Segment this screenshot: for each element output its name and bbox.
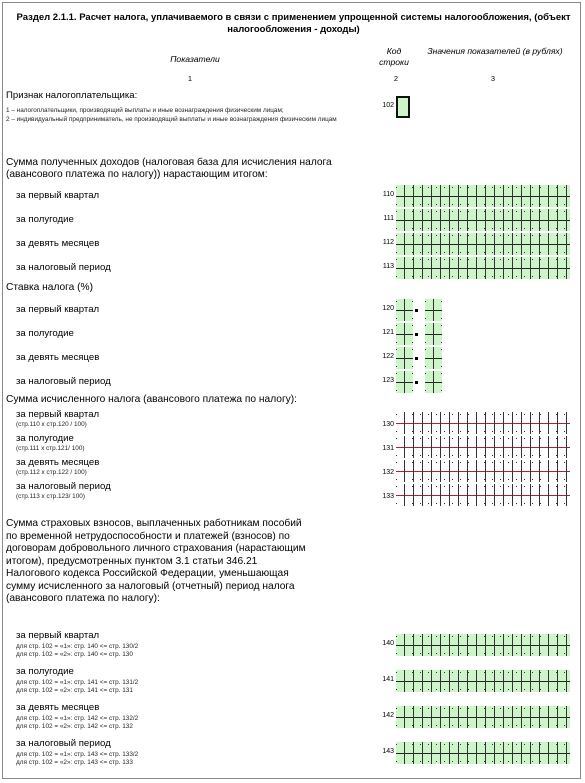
line-code: 141 [382,676,394,683]
col-header-code: Код строки [379,46,409,67]
calculated-value-field [396,484,570,506]
decimal-point [415,309,418,312]
rate-integer-input[interactable] [396,371,413,393]
income-row-label: за полугодие [16,214,74,225]
line-code: 131 [382,445,394,452]
income-row-label: за первый квартал [16,190,100,201]
rate-fraction-input[interactable] [425,347,442,369]
calculated-row-formula: (стр.113 х стр.123/ 100) [16,493,85,500]
line-code: 122 [382,353,394,360]
insurance-row-formula-1: для стр. 102 = «1»: стр. 143 <= стр. 133/2 [16,751,139,758]
line-code: 140 [382,640,394,647]
line-code: 143 [382,748,394,755]
insurance-value-input[interactable] [396,670,570,692]
rate-integer-input[interactable] [396,323,413,345]
col-header-indicators: Показатели [170,54,220,64]
calculated-row-label: за полугодие [16,433,74,444]
calculated-row-label: за девять месяцев [16,457,100,468]
income-value-input[interactable] [396,233,570,255]
decimal-point [415,381,418,384]
income-value-input[interactable] [396,257,570,279]
line-code: 133 [382,493,394,500]
col-number-3: 3 [490,74,496,83]
insurance-row-formula-2: для стр. 102 = «2»: стр. 142 <= стр. 132 [16,723,133,730]
calculated-row-label: за налоговый период [16,481,111,492]
rate-section-label: Ставка налога (%) [6,282,94,293]
line-code: 123 [382,377,394,384]
insurance-row-formula-1: для стр. 102 = «1»: стр. 141 <= стр. 131/2 [16,679,139,686]
section-title: Раздел 2.1.1. Расчет налога, уплачиваемого в связи с применением упрощенной системы налогообложения, (объект налогообложения - доходы) [16,12,571,35]
line-code: 121 [382,329,394,336]
insurance-row-formula-2: для стр. 102 = «2»: стр. 143 <= стр. 133 [16,759,133,766]
taxpayer-sign-note-2: 2 – индивидуальный предприниматель, не производящий выплаты и иные вознаграждения физическим лицам [6,116,337,123]
insurance-row-formula-2: для стр. 102 = «2»: стр. 141 <= стр. 131 [16,687,133,694]
line-code: 142 [382,712,394,719]
rate-row-label: за полугодие [16,328,74,339]
rate-row-label: за первый квартал [16,304,100,315]
insurance-row-label: за девять месяцев [16,702,100,713]
line-code: 110 [382,191,394,198]
rate-fraction-input[interactable] [425,323,442,345]
income-row-label: за девять месяцев [16,238,100,249]
taxpayer-sign-label: Признак налогоплательщика: [6,90,138,101]
insurance-row-label: за полугодие [16,666,74,677]
rate-fraction-input[interactable] [425,371,442,393]
calculated-section-label: Сумма исчисленного налога (авансового платежа по налогу): [6,394,297,405]
col-header-values: Значения показателей (в рублях) [427,46,563,56]
insurance-row-formula-1: для стр. 102 = «1»: стр. 142 <= стр. 132/2 [16,715,139,722]
rate-row-label: за девять месяцев [16,352,100,363]
taxpayer-sign-note-1: 1 – налогоплательщики, производящий выплаты и иные вознаграждения физическим лицам; [6,107,284,114]
insurance-value-input[interactable] [396,742,570,764]
line-code-102: 102 [382,102,394,109]
taxpayer-sign-input[interactable] [396,96,410,118]
calculated-value-field [396,436,570,458]
calculated-value-field [396,412,570,434]
income-section-label: Сумма полученных доходов (налоговая база для исчисления налога (авансового платежа по налогу)) нарастающим итогом: [6,157,332,180]
line-code: 120 [382,305,394,312]
calculated-row-formula: (стр.110 х стр.120 / 100) [16,421,87,428]
insurance-section-label: Сумма страховых взносов, выплаченных работникам пособий по временной нетрудоспособности и платежей (взносов) по договорам добровольного личного страхования (нарастающим итогом), предусмотренных пунктом 3.1 статьи 346.21 Налогового кодекса Российской Федерации, уменьшающая сумму исчисленного за налоговый (отчетный) период налога (авансового платежа по налогу): [6,518,306,604]
insurance-value-input[interactable] [396,634,570,656]
line-code: 111 [383,215,394,222]
col-number-2: 2 [393,74,399,83]
calculated-row-formula: (стр.111 х стр.121/ 100) [16,445,85,452]
rate-integer-input[interactable] [396,299,413,321]
calculated-row-formula: (стр.112 х стр.122 / 100) [16,469,87,476]
line-code: 130 [382,421,394,428]
rate-row-label: за налоговый период [16,376,111,387]
calculated-row-label: за первый квартал [16,409,100,420]
calculated-value-field [396,460,570,482]
line-code: 112 [382,239,394,246]
line-code: 113 [382,263,394,270]
decimal-point [415,357,418,360]
income-value-input[interactable] [396,185,570,207]
line-code: 132 [382,469,394,476]
rate-fraction-input[interactable] [425,299,442,321]
insurance-row-label: за первый квартал [16,630,100,641]
insurance-value-input[interactable] [396,706,570,728]
insurance-row-formula-2: для стр. 102 = «2»: стр. 140 <= стр. 130 [16,651,133,658]
col-number-1: 1 [187,74,193,83]
insurance-row-formula-1: для стр. 102 = «1»: стр. 140 <= стр. 130/2 [16,643,139,650]
rate-integer-input[interactable] [396,347,413,369]
decimal-point [415,333,418,336]
insurance-row-label: за налоговый период [16,738,111,749]
income-row-label: за налоговый период [16,262,111,273]
income-value-input[interactable] [396,209,570,231]
